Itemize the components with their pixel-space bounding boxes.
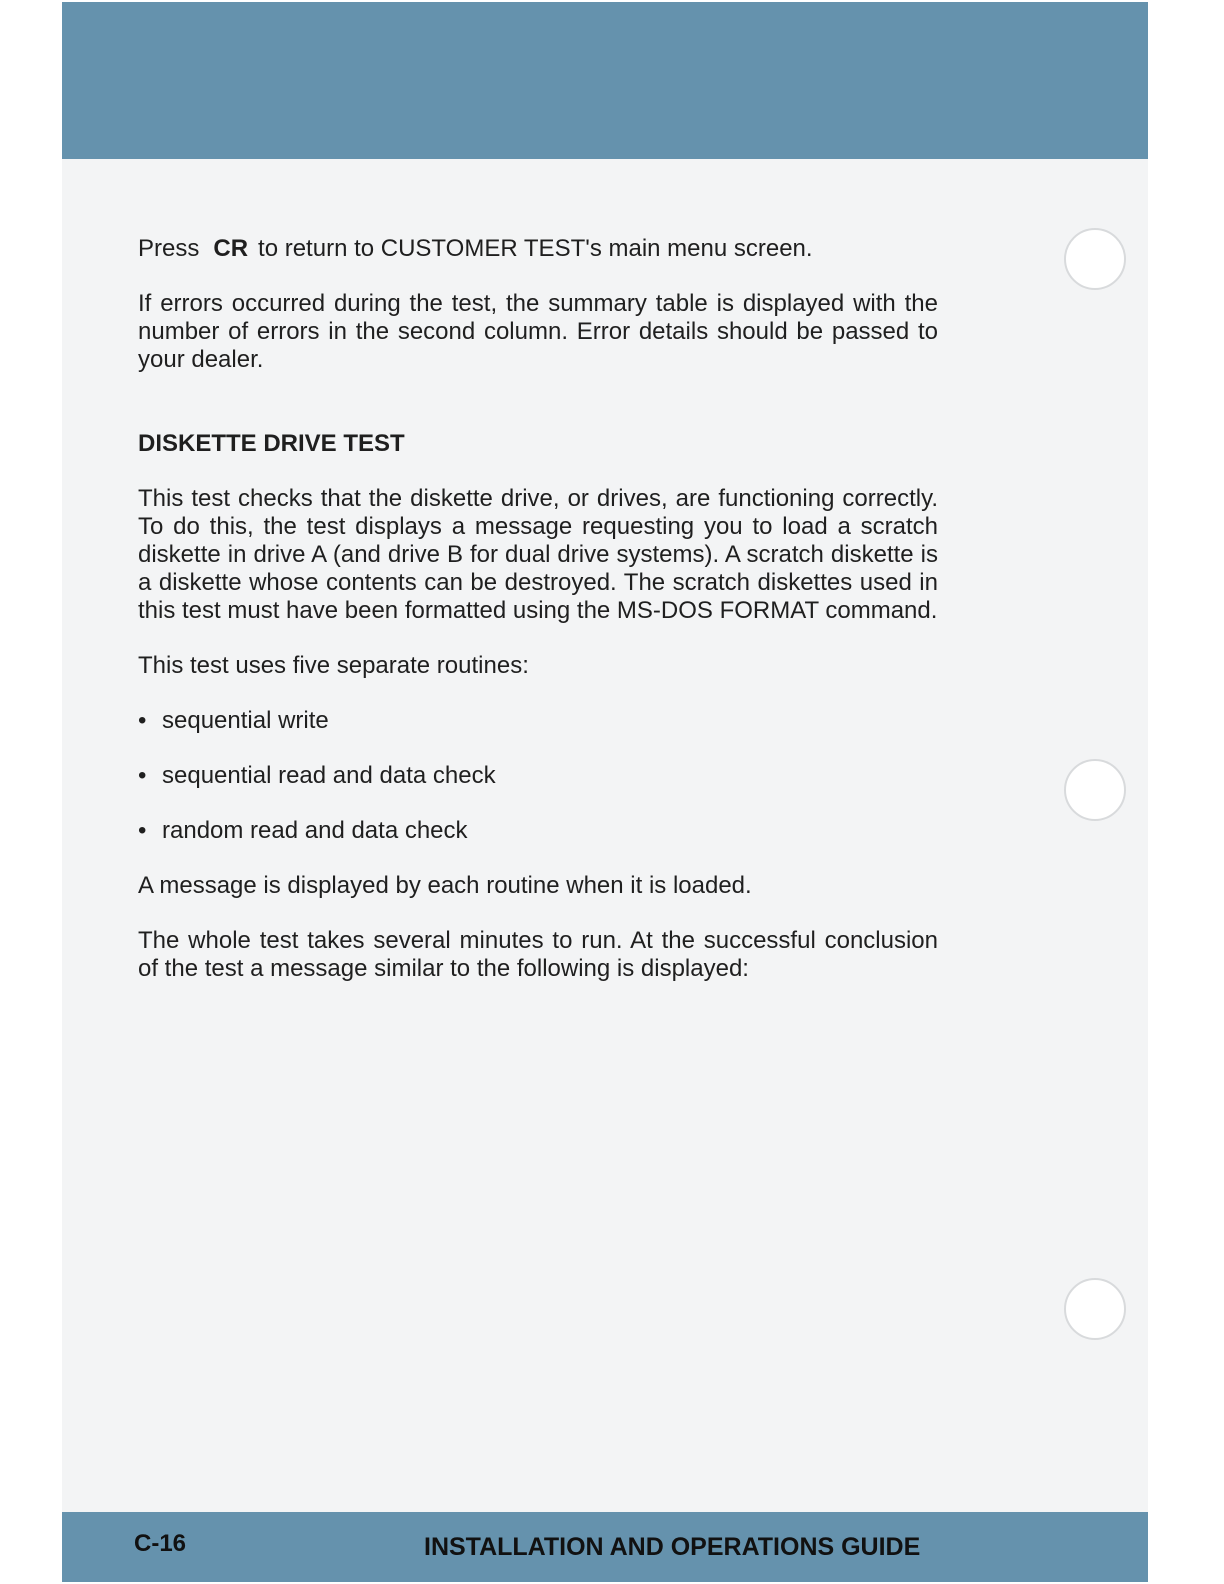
list-item [138, 817, 938, 845]
page-number: C-16 [134, 1530, 187, 1557]
conclusion-paragraph: The whole test takes several minutes to run. At the successful conclusion of the test a message similar to the following is displayed: [138, 927, 938, 982]
document-page [62, 2, 1148, 1582]
header-band [62, 2, 1148, 159]
binder-hole [1064, 1278, 1126, 1340]
bullet-icon: • [138, 817, 147, 844]
press-prefix: Press [138, 235, 200, 262]
list-item-text: random read and data check [162, 817, 468, 844]
routines-intro: This test uses five separate routines: [138, 652, 529, 679]
list-item [138, 762, 938, 790]
message-paragraph: A message is displayed by each routine when it is loaded. [138, 872, 752, 899]
bullet-icon: • [138, 707, 147, 734]
list-item-text: sequential write [162, 707, 329, 734]
press-suffix: to return to CUSTOMER TEST's main menu screen. [258, 235, 813, 262]
footer-band [62, 1512, 1148, 1582]
press-key: CR [213, 235, 249, 262]
section-heading: DISKETTE DRIVE TEST [138, 430, 405, 457]
routines-list [138, 707, 938, 845]
errors-paragraph: If errors occurred during the test, the summary table is displayed with the number of errors in the second column. Error details should be passed to your dealer. [138, 290, 938, 373]
press-instruction [138, 235, 938, 263]
page-content [138, 235, 938, 1010]
binder-hole [1064, 759, 1126, 821]
bullet-icon: • [138, 762, 147, 789]
list-item [138, 707, 938, 735]
binder-hole [1064, 228, 1126, 290]
guide-title: INSTALLATION AND OPERATIONS GUIDE [424, 1533, 921, 1561]
intro-paragraph: This test checks that the diskette drive, or drives, are functioning correctly. To do this, the test displays a message requesting you to load a scratch diskette in drive A (and drive B for dual drive systems). A scratch diskette is a diskette whose contents can be destroyed. The scratch diskettes used in this test must have been formatted using the MS-DOS FORMAT command. [138, 485, 938, 624]
list-item-text: sequential read and data check [162, 762, 496, 789]
